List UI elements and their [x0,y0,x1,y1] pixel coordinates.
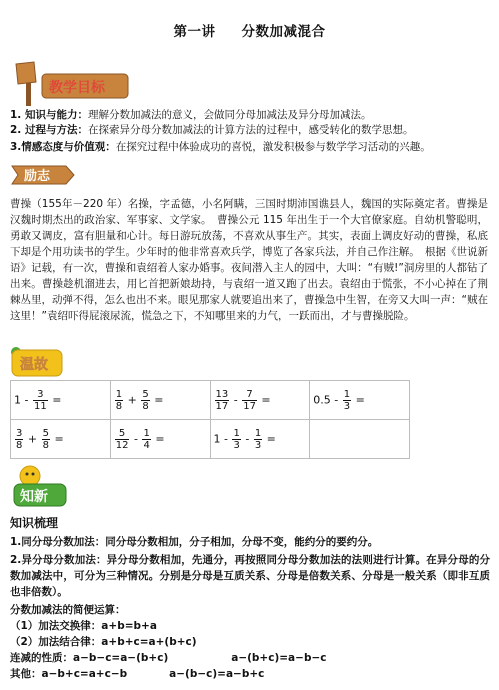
denominator: 11 [33,400,47,412]
exercise-cell [210,381,310,420]
numerator: 3 [33,389,48,401]
numerator: 13 [215,388,229,400]
numerator: 3 [16,427,23,439]
goal-1: 1. 知识与能力：理解分数加减法的意义，会做同分母加减法及异分母加减法。 [10,109,372,121]
denominator: 3 [254,439,262,451]
inspire-banner [10,162,76,188]
fraction [15,428,23,451]
knowledge-line-2: 2.异分母分数加法：异分母分数相加，先通分，再按照同分母分数加法的法则进行计算。在异分母的分数加减法中，可分为三种情况。分别是分母是互质关系、分母是倍数关系、分母是一般关系（即非互质也非倍数）。 [10,554,490,598]
knowledge-line-1: 1.同分母分数加法：同分母分数相加，分子相加，分母不变，能约分的要约分。 [10,536,379,548]
knowledge-line-5: （2）加法结合律：a+b+c=a+(b+c) [10,636,197,648]
exercise-cell [310,381,410,420]
exercise-row [11,420,410,459]
denominator: 3 [343,400,351,412]
denominator: 4 [143,439,150,451]
fraction [141,389,149,412]
fraction [343,389,351,412]
exercise-prefix: 1 - [14,393,32,406]
fraction [42,428,50,451]
denominator: 3 [233,439,240,451]
numerator: 1 [143,427,150,439]
exercise-table [10,380,410,459]
numerator: 1 [115,388,123,400]
numerator: 5 [142,388,149,400]
exercise-operator: - [130,432,142,445]
fraction [254,428,262,451]
denominator: 12 [115,439,129,451]
exercise-prefix: 1 - [213,432,232,445]
exercise-equals: = [257,393,271,406]
denominator: 8 [115,400,123,412]
fraction [242,389,257,412]
new-knowledge-label: 知新 [20,488,48,504]
exercise-equals: = [150,393,164,406]
exercise-operator: + [24,432,41,445]
inspire-label: 励志 [24,168,51,183]
denominator: 8 [42,439,49,451]
lecture-number: 第一讲 [173,24,216,40]
lecture-topic: 分数加减混合 [241,24,326,40]
exercise-cell [210,420,310,459]
exercise-cell [11,420,111,459]
exercise-equals: = [352,393,365,406]
numerator: 1 [343,388,351,400]
numerator: 5 [115,428,130,440]
knowledge-line-6: 连减的性质：a−b−c=a−(b+c) a−(b+c)=a−b−c [10,652,327,664]
numerator: 5 [42,427,49,439]
knowledge-line-3: 分数加减法的简便运算： [10,604,126,616]
fraction [232,428,240,451]
teaching-goals-banner [12,60,130,106]
knowledge-line-7: 其他：a−b+c=a+c−b a−(b−c)=a−b+c [10,668,265,680]
exercise-cell [110,381,210,420]
review-banner [8,344,66,378]
numerator: 1 [233,427,240,439]
exercise-equals: = [48,393,62,406]
exercise-cell [310,420,410,459]
knowledge-line-4: （1）加法交换律：a+b=b+a [10,620,157,632]
exercise-equals: = [263,432,276,445]
fraction [115,428,130,451]
denominator: 8 [16,439,23,451]
fraction [215,389,230,412]
fraction [33,389,48,412]
exercise-cell [110,420,210,459]
denominator: 17 [243,400,256,412]
denominator: 8 [142,400,149,412]
page-title [0,20,499,40]
goal-2: 2. 过程与方法：在探索异分母分数加减法的计算方法的过程中，感受转化的数学思想。 [10,124,414,136]
exercise-cell [11,381,111,420]
knowledge-heading: 知识梳理 [10,516,59,530]
fraction [142,428,150,451]
teaching-goals-label: 教学目标 [49,79,105,95]
exercise-operator: + [124,393,141,406]
new-knowledge-banner [10,462,70,508]
exercise-equals: = [151,432,165,445]
exercise-equals: = [50,432,64,445]
fraction [115,389,123,412]
denominator: 17 [215,400,229,412]
exercise-operator: - [230,393,242,406]
numerator: 1 [254,427,262,439]
review-label: 温故 [20,356,48,372]
story-paragraph: 曹操（155年－220 年）名操，字孟德，小名阿瞒，三国时期沛国谯县人，魏国的实际奠定者。曹操是汉魏时期杰出的政治家、军事家、文学家。 曹操公元 115 年出生于一个大官僚家庭。自幼机警聪明，勇敢又调皮，富有胆量和心计。每日游玩放荡，不喜欢从事生产。其实，表面上调皮好动的曹操，私底下却是个用功读书的学生。少年时的他非常喜欢兵学，博览了各家兵法，并自己作注解。 根据《世说新语》记载，有一次，曹操和袁绍着人家办婚事。夜间潜入主人的园中，大叫：“有贼!”洞房里的人都钻了出来。曹操趁机溜进去，用匕首把新娘劫持，与袁绍一道又跑了出去。袁绍由于慌张，不小心掉在了荆棘丛里，动弹不得，怎么也出不来。眼见那家人就要追出来了，曹操急中生智，在旁又大叫一声：“贼在这里！”袁绍吓得屁滚尿流，慌急之下，不知哪里来的力气，一跃而出，才与曹操脱险。 [10,198,488,322]
numerator: 7 [242,389,257,401]
exercise-operator: - [241,432,253,445]
exercise-row [11,381,410,420]
goal-3: 3.情感态度与价值观：在探究过程中体验成功的喜悦，激发积极参与数学学习活动的兴趣。 [10,141,431,153]
exercise-prefix: 0.5 - [313,393,342,406]
